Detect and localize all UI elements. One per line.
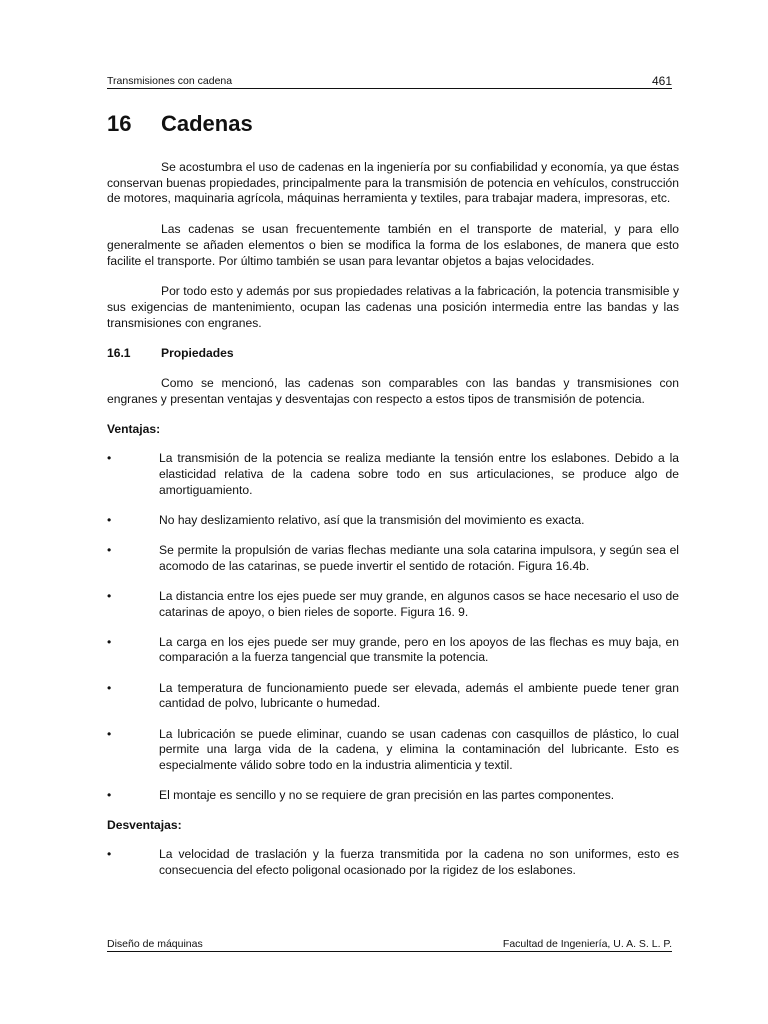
ventajas-list	[107, 451, 679, 804]
bullet-icon: •	[107, 788, 112, 803]
list-item-text: La velocidad de traslación y la fuerza transmitida por la cadena no son uniformes, esto es consecuencia del efecto poligonal ocasionado por la rigidez de los eslabones.	[159, 847, 679, 877]
list-item	[107, 589, 679, 620]
intro-paragraph: Se acostumbra el uso de cadenas en la ingeniería por su confiabilidad y economía, ya que éstas conservan buenas propiedades, principalmente para la transmisión de potencia en vehículos, construcción de motores, maquinaria agrícola, máquinas herramienta y textiles, para trabajar madera, impresoras, etc.	[107, 160, 679, 206]
bullet-icon: •	[107, 634, 112, 649]
desventajas-list	[107, 847, 679, 878]
list-item-text: La distancia entre los ejes puede ser muy grande, en algunos casos se hace necesario el uso de catarinas de apoyo, o bien rieles de soporte. Figura 16. 9.	[159, 588, 679, 619]
list-item	[107, 681, 679, 712]
chapter-title	[107, 110, 253, 138]
section-number: 16.1	[107, 346, 131, 361]
bullet-icon: •	[107, 512, 112, 527]
page-footer	[107, 937, 672, 952]
bullet-icon: •	[107, 451, 112, 466]
intro-paragraph: Por todo esto y además por sus propiedades relativas a la fabricación, la potencia transmisible y sus exigencias de mantenimiento, ocupan las cadenas una posición intermedia entre las bandas y las transmisiones con engranes.	[107, 284, 679, 330]
list-item	[107, 847, 679, 878]
list-item-text: La lubricación se puede eliminar, cuando se usan cadenas con casquillos de plástico, lo cual permite una larga vida de la cadena, y elimina la contaminación del lubricante. Esto es especialmente válido sobre todo en la industria alimenticia y textil.	[159, 726, 679, 772]
bullet-icon: •	[107, 542, 112, 557]
intro-paragraph: Las cadenas se usan frecuentemente también en el transporte de material, y para ello generalmente se añaden elementos o bien se modifica la forma de los eslabones, de manera que esto facilite el transporte. Por último también se usan para levantar objetos a bajas velocidades.	[107, 222, 679, 268]
chapter-name: Cadenas	[161, 111, 253, 136]
list-item	[107, 727, 679, 774]
list-item	[107, 788, 679, 804]
list-item	[107, 543, 679, 574]
ventajas-heading: Ventajas:	[107, 422, 161, 437]
list-item-text: La carga en los ejes puede ser muy grande, pero en los apoyos de las flechas es muy baja, en comparación a la fuerza tangencial que transmite la potencia.	[159, 634, 679, 665]
bullet-icon: •	[107, 726, 112, 741]
body-text	[107, 160, 679, 893]
list-item-text: La transmisión de la potencia se realiza mediante la tensión entre los eslabones. Debido a la elasticidad relativa de la cadena sobre todo en sus articulaciones, se produce algo de amortiguamiento.	[159, 451, 679, 497]
section-paragraph: Como se mencionó, las cadenas son comparables con las bandas y transmisiones con engranes y presentan ventajas y desventajas con respecto a estos tipos de transmisión de potencia.	[107, 376, 679, 406]
bullet-icon: •	[107, 847, 112, 862]
list-item-text: No hay deslizamiento relativo, así que la transmisión del movimiento es exacta.	[159, 512, 585, 527]
section-heading	[107, 346, 679, 362]
page-header	[107, 74, 672, 89]
list-item	[107, 635, 679, 666]
footer-left: Diseño de máquinas	[107, 938, 203, 950]
desventajas-heading: Desventajas:	[107, 818, 182, 833]
bullet-icon: •	[107, 588, 112, 603]
list-item-text: El montaje es sencillo y no se requiere de gran precisión en las partes componentes.	[159, 788, 615, 803]
page-number: 461	[651, 74, 672, 88]
footer-right: Facultad de Ingeniería, U. A. S. L. P.	[502, 938, 672, 950]
list-item-text: Se permite la propulsión de varias flechas mediante una sola catarina impulsora, y según sea el acomodo de las catarinas, se puede invertir el sentido de rotación. Figura 16.4b.	[159, 542, 679, 573]
section-title: Propiedades	[161, 346, 234, 361]
list-item	[107, 451, 679, 498]
chapter-number: 16	[107, 111, 132, 136]
bullet-icon: •	[107, 680, 112, 695]
running-title: Transmisiones con cadena	[107, 75, 233, 87]
list-item	[107, 513, 679, 529]
list-item-text: La temperatura de funcionamiento puede ser elevada, además el ambiente puede tener gran cantidad de polvo, lubricante o humedad.	[159, 680, 679, 711]
